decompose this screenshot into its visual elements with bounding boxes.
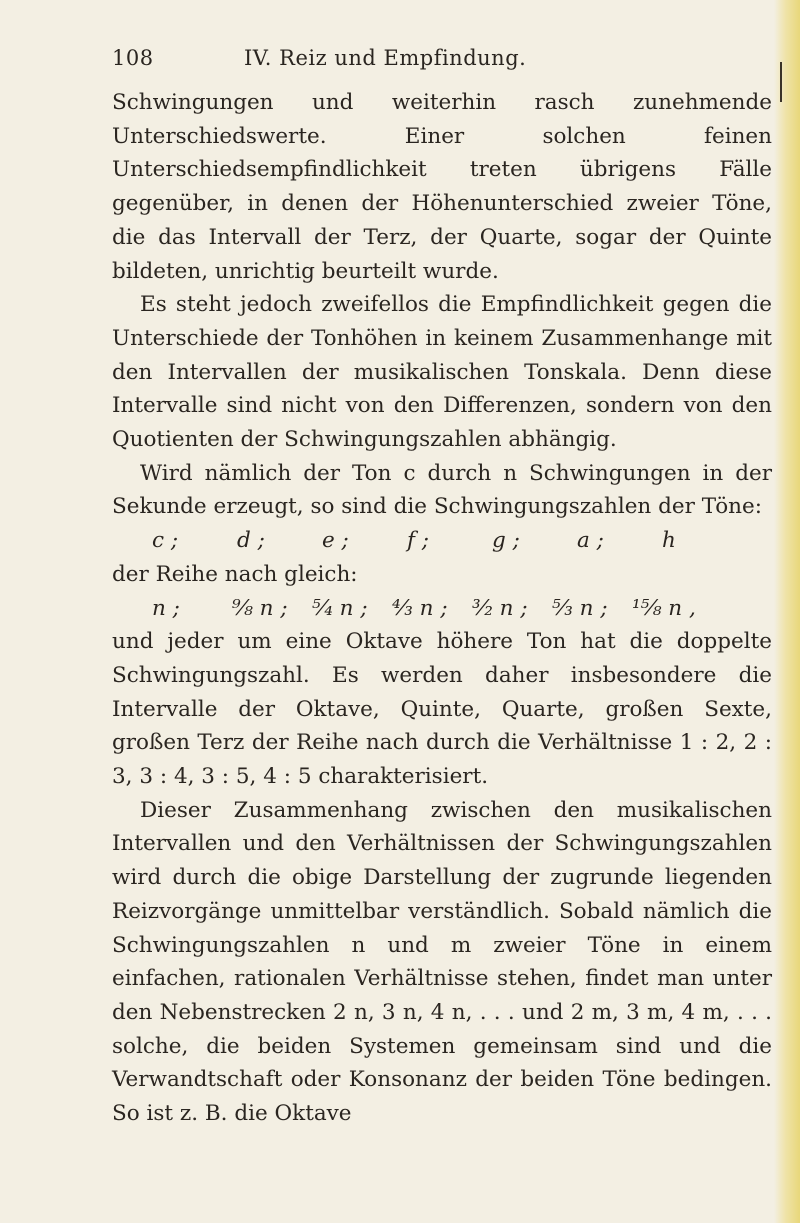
paragraph-5: und jeder um eine Oktave höhere Ton hat die doppelte Schwingungszahl. Es werden daher insbesondere die Intervalle der Oktave, Quinte, Quarte, großen Sexte, großen Terz der Reihe nach durch die Verhältnisse 1 : 2, 2 : 3, 3 : 4, 3 : 5, 4 : 5 charakterisiert. [112, 629, 772, 790]
paragraph-2: Es steht jedoch zweifellos die Empfindlichkeit gegen die Unterschiede der Tonhöhen in keinem Zusammenhange mit den Intervallen der musikalischen Tonskala. Denn diese Intervalle sind nicht von den Differenzen, sondern von den Quotienten der Schwingungszahlen abhängig. [112, 292, 772, 453]
note-c: c ; [152, 528, 179, 554]
note-f: f ; [407, 528, 430, 554]
page-number: 108 [112, 46, 154, 70]
note-names-row [112, 524, 752, 558]
paragraph-1: Schwingungen und weiterhin rasch zunehmende Unterschiedswerte. Einer solchen feinen Unterschiedsempfindlichkeit treten übrigens Fälle gegenüber, in denen der Höhenunterschied zweier Töne, die das Intervall der Terz, der Quarte, sogar der Quinte bildeten, unrichtig beurteilt wurde. [112, 90, 772, 284]
ratio-g: ³⁄₂ n ; [472, 595, 528, 621]
body-text [112, 86, 772, 1131]
paragraph-3: Wird nämlich der Ton c durch n Schwingungen in der Sekunde erzeugt, so sind die Schwingungszahlen der Töne: [112, 460, 772, 520]
note-g: g ; [492, 528, 520, 554]
note-a: a ; [577, 528, 604, 554]
note-d: d ; [237, 528, 265, 554]
ratio-a: ⁵⁄₃ n ; [552, 595, 608, 621]
paragraph-6: Dieser Zusammenhang zwischen den musikalischen Intervallen und den Verhältnissen der Schwingungszahlen wird durch die obige Darstellung der zugrunde liegenden Reizvorgänge unmittelbar verständlich. Sobald nämlich die Schwingungszahlen n und m zweier Töne in einem einfachen, rationalen Verhältnisse stehen, findet man unter den Nebenstrecken 2 n, 3 n, 4 n, . . . und 2 m, 3 m, 4 m, . . . solche, die beiden Systemen gemeinsam sind und die Verwandtschaft oder Konsonanz der beiden Töne bedingen. So ist z. B. die Oktave [112, 797, 772, 1127]
ratio-f: ⁴⁄₃ n ; [392, 595, 448, 621]
page-edge [774, 0, 800, 1223]
note-h: h [662, 528, 676, 554]
ratio-d: ⁹⁄₈ n ; [232, 595, 288, 621]
paragraph-4: der Reihe nach gleich: [112, 561, 358, 587]
running-head [112, 46, 772, 76]
note-e: e ; [322, 528, 349, 554]
ratio-c: n ; [152, 595, 180, 621]
ratio-h: ¹⁵⁄₈ n , [632, 595, 696, 621]
ratio-e: ⁵⁄₄ n ; [312, 595, 368, 621]
edge-mark [780, 62, 782, 102]
running-title: IV. Reiz und Empfindung. [244, 46, 527, 70]
frequency-ratios-row [112, 592, 772, 626]
